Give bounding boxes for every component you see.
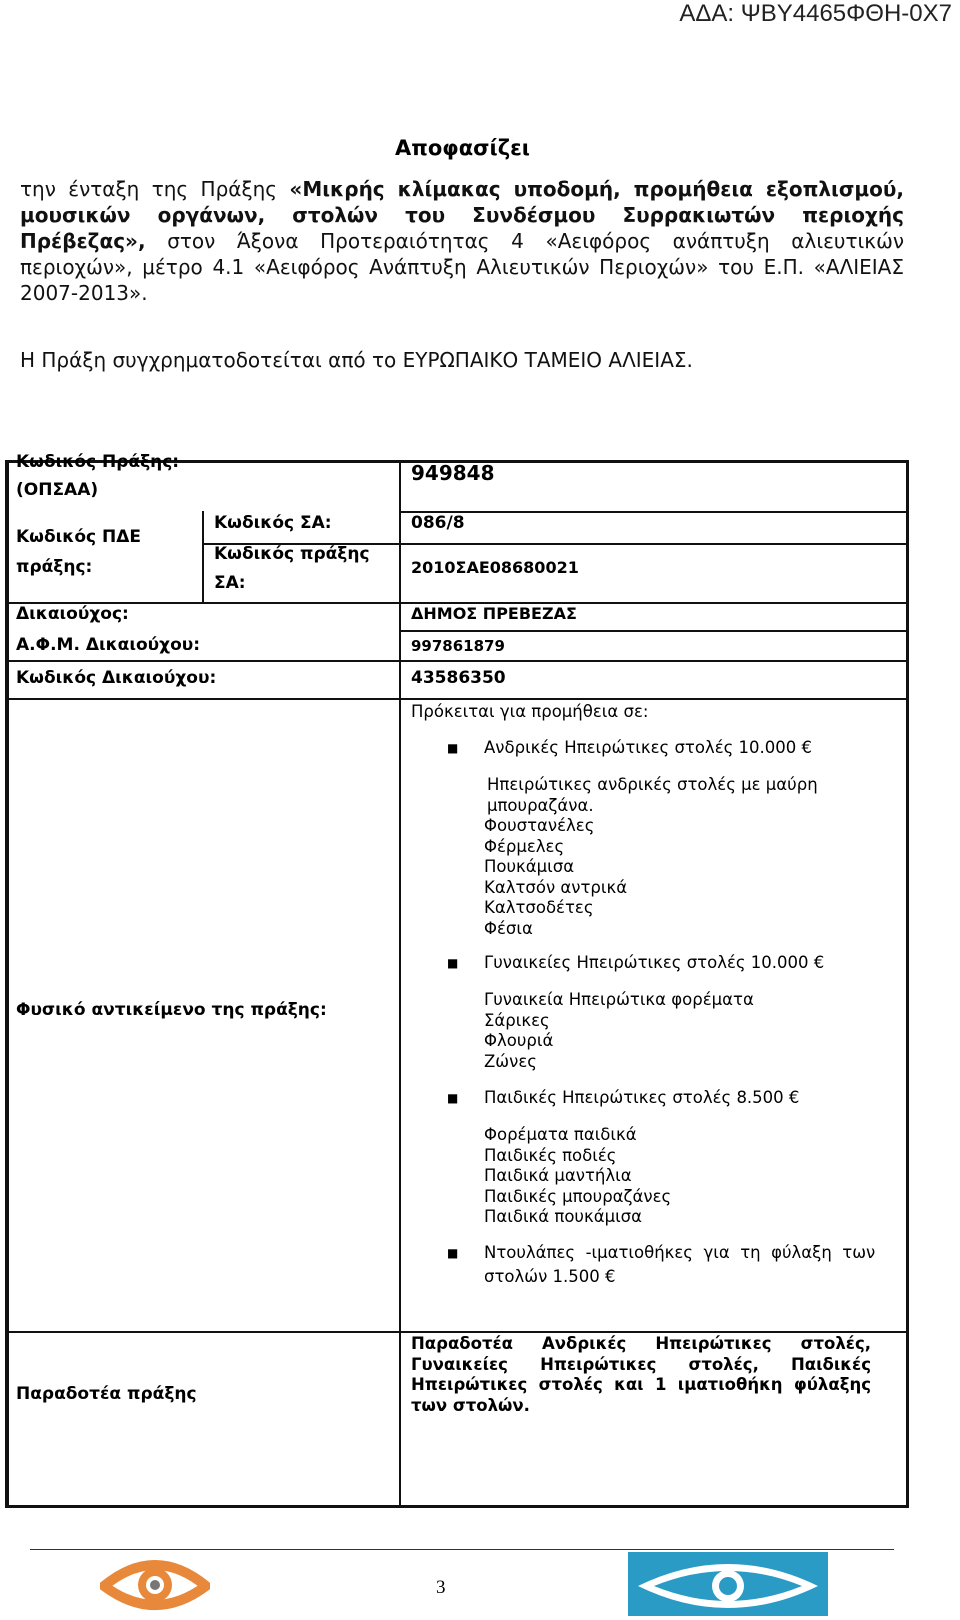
ada-code: ΑΔΑ: ΨΒΥ4465ΦΘΗ-0Χ7 [679, 0, 952, 27]
bullet-women: Γυναικείες Ηπειρώτικες στολές 10.000 € [484, 953, 825, 972]
divider-main-col [399, 460, 401, 1508]
decision-heading: Αποφασίζει [395, 136, 530, 160]
bullet-men: Ανδρικές Ηπειρώτικες στολές 10.000 € [484, 738, 813, 757]
sa-label: Κωδικός ΣΑ: [214, 513, 332, 533]
list-item: Παιδικά πουκάμισα [484, 1207, 642, 1226]
intro-post: στον Άξονα Προτεραιότητας 4 «Αειφόρος ανάπτυξη αλιευτικών περιοχών», μέτρο 4.1 «Αειφόρος Ανάπτυξη Αλιευτικών Περιοχών» του Ε.Π. «ΑΛΙΕΙΑΣ 2007-2013». [20, 229, 904, 305]
ben-code-label: Κωδικός Δικαιούχου: [16, 668, 217, 688]
list-item: Ζώνες [484, 1051, 537, 1071]
kids-items [484, 1125, 671, 1228]
list-item: Γυναικεία Ηπειρώτικα φορέματα [484, 990, 754, 1009]
intro-paragraph [20, 176, 904, 306]
code-label-2: (ΟΠΣΑΑ) [16, 480, 99, 500]
left-border [6, 460, 9, 1508]
bullet-icon: ■ [447, 741, 459, 755]
list-item: Φλουριά [484, 1031, 554, 1050]
physical-object-label: Φυσικό αντικείμενο της πράξης: [16, 1000, 327, 1020]
list-item: Ηπειρώτικες ανδρικές στολές με μαύρη [487, 775, 818, 794]
list-item: Σάρικες [484, 1010, 550, 1030]
sa-praxis-label-2: ΣΑ: [214, 573, 246, 593]
women-items [484, 990, 754, 1072]
list-item: Φέσια [484, 918, 533, 938]
beneficiary-value: ΔΗΜΟΣ ΠΡΕΒΕΖΑΣ [411, 604, 577, 623]
beneficiary-label: Δικαιούχος: [16, 604, 129, 624]
deliverables-value: Παραδοτέα Ανδρικές Ηπειρώτικες στολές, Γυναικείες Ηπειρώτικες στολές, Παιδικές Ηπειρώτικες στολές και 1 ιματιοθήκη φύλαξης των στολών. [411, 1334, 871, 1415]
code-value: 949848 [411, 461, 495, 485]
divider-pde-col [202, 511, 204, 604]
intro-pre: την ένταξη της Πράξης [20, 177, 290, 201]
list-item: Καλτσοδέτες [484, 898, 594, 917]
sa-praxis-value: 2010ΣΑΕ08680021 [411, 558, 579, 577]
project-title: «Μικρής κλίμακας υποδομή, προμήθεια εξοπλισμού, μουσικών οργάνων, στολών του Συνδέσμου Συρρακιωτών περιοχής Πρέβεζας», [20, 177, 904, 253]
list-item: Καλτσόν αντρικά [484, 877, 628, 897]
bullet-icon: ■ [447, 1091, 459, 1105]
code-label-1: Κωδικός Πράξης: [16, 452, 180, 472]
divider-row-6 [6, 1331, 907, 1333]
divider-row-1 [399, 511, 907, 513]
cofinance-statement: Η Πράξη συγχρηματοδοτείται από το ΕΥΡΩΠΑΙΚΟ ΤΑΜΕΙΟ ΑΛΙΕΙΑΣ. [20, 348, 693, 372]
physical-intro: Πρόκειται για προμήθεια σε: [411, 702, 649, 721]
list-item: Φουστανέλες [484, 816, 595, 835]
list-item: μπουραζάνα. [487, 795, 594, 815]
page-number: 3 [436, 1577, 446, 1598]
list-item: Φέρμελες [484, 836, 565, 856]
bullet-wardrobes-line2: στολών 1.500 € [484, 1267, 616, 1286]
list-item: Παιδικά μαντήλια [484, 1166, 632, 1185]
list-item: Παιδικές μπουραζάνες [484, 1186, 672, 1206]
divider-row-5 [6, 698, 907, 700]
afm-label: Α.Φ.Μ. Δικαιούχου: [16, 635, 201, 655]
sa-praxis-label-1: Κωδικός πράξης [214, 544, 370, 564]
list-item: Φορέματα παιδικά [484, 1125, 637, 1144]
bullet-icon: ■ [447, 1246, 459, 1260]
divider-row-3 [399, 630, 907, 632]
bullet-icon: ■ [447, 956, 459, 970]
pde-label-2: πράξης: [16, 557, 93, 577]
bullet-kids: Παιδικές Ηπειρώτικες στολές 8.500 € [484, 1088, 800, 1107]
sa-value: 086/8 [411, 513, 465, 533]
project-table [5, 452, 909, 1508]
men-items [484, 775, 818, 939]
afm-value: 997861879 [411, 637, 505, 655]
fisheries-eye-logo-right [628, 1552, 828, 1616]
ben-code-value: 43586350 [411, 668, 506, 688]
pde-label-1: Κωδικός ΠΔΕ [16, 527, 142, 547]
list-item: Πουκάμισα [484, 857, 575, 876]
deliverables-label: Παραδοτέα πράξης [16, 1384, 197, 1404]
divider-row-4 [6, 660, 907, 662]
fisheries-eye-logo-left [100, 1550, 210, 1616]
bullet-wardrobes-line1: Ντουλάπες -ιματιοθήκες για τη φύλαξη των [484, 1243, 876, 1262]
list-item: Παιδικές ποδιές [484, 1145, 617, 1165]
